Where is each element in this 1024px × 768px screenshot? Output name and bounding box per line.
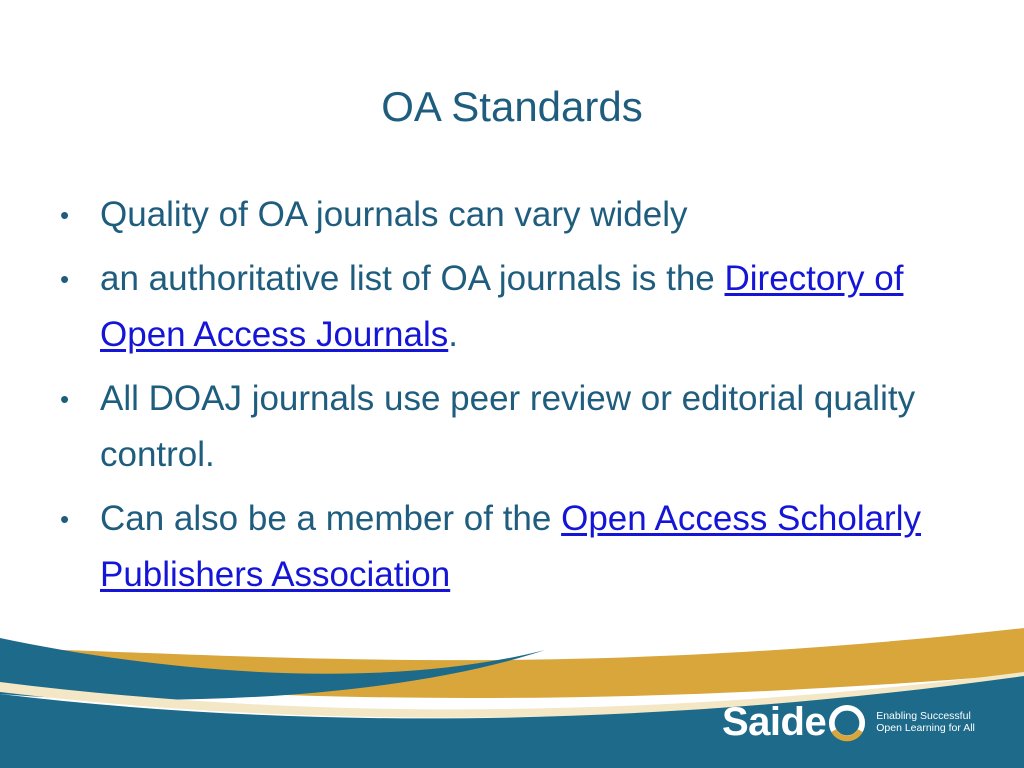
bullet-text: Quality of OA journals can vary widely (100, 195, 688, 234)
logo-tagline (876, 710, 996, 734)
bullet-item (58, 491, 958, 603)
bullet-list (58, 187, 958, 611)
logo-wordmark: Saide (722, 700, 827, 744)
oaspa-link[interactable]: Open Access Scholarly Publishers Association (100, 499, 921, 594)
bullet-text: Can also be a member of the (100, 499, 562, 538)
tagline-line-2: Open Learning for All (876, 722, 975, 734)
bullet-text: an authoritative list of OA journals is the (100, 259, 725, 298)
bullet-icon: • (60, 504, 70, 534)
bullet-text: All DOAJ journals use peer review or editorial quality control. (100, 379, 916, 474)
bullet-item (58, 187, 958, 243)
bullet-icon: • (60, 264, 70, 294)
doaj-link[interactable]: Directory of Open Access Journals (100, 259, 904, 354)
bullet-icon: • (60, 384, 70, 414)
bullet-item (58, 371, 958, 483)
saide-logo (722, 694, 996, 750)
tagline-line-1: Enabling Successful (876, 710, 971, 722)
bullet-item (58, 251, 958, 363)
bullet-icon: • (60, 200, 70, 230)
slide-title: OA Standards (381, 83, 643, 130)
bullet-text-suffix: . (448, 315, 458, 354)
saide-ring-icon (828, 702, 866, 744)
